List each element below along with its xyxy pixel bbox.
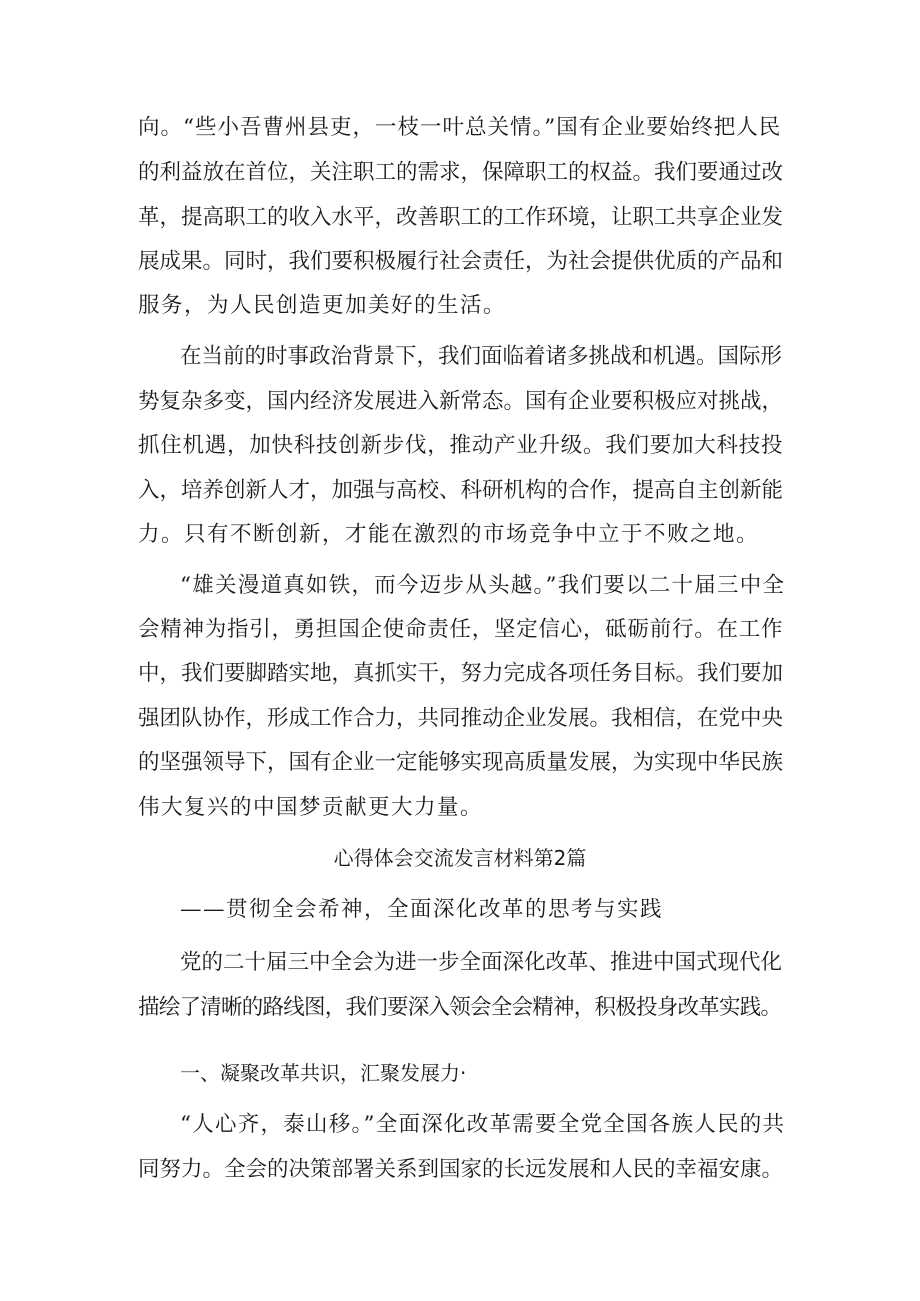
paragraph-2-line-5: 力。只有不断创新，才能在激烈的市场竞争中立于不败之地。 xyxy=(138,522,760,547)
paragraph-2-line-4: 入，培养创新人才，加强与高校、科研机构的合作，提高自主创新能 xyxy=(138,478,784,503)
section-paragraph-line-1: “人心齐，泰山移。”全面深化改革需要全党全国各族人民的共 xyxy=(180,1112,786,1137)
paragraph-3-line-4: 强团队协作，形成工作合力，共同推动企业发展。我相信，在党中央 xyxy=(138,706,784,731)
paragraph-1-line-2: 的利益放在首位，关注职工的需求，保障职工的权益。我们要通过改 xyxy=(138,160,784,185)
article-title: 心得体会交流发言材料第2篇 xyxy=(333,846,587,870)
paragraph-3-line-2: 会精神为指引，勇担国企使命责任，坚定信心，砥砺前行。在工作 xyxy=(138,617,784,642)
section-paragraph-line-2: 同努力。全会的决策部署关系到国家的长远发展和人民的幸福安康。 xyxy=(138,1157,784,1182)
paragraph-2-line-2: 势复杂多变，国内经济发展进入新常态。国有企业要积极应对挑战， xyxy=(138,389,784,414)
paragraph-1-line-1: 向。“些小吾曹州县吏，一枝一叶总关情。”国有企业要始终把人民 xyxy=(138,115,782,140)
paragraph-1-line-5: 服务，为人民创造更加美好的生活。 xyxy=(138,293,507,318)
paragraph-2-line-3: 抓住机遇，加快科技创新步伐，推动产业升级。我们要加大科技投 xyxy=(138,433,784,458)
paragraph-2-line-1: 在当前的时事政治背景下，我们面临着诸多挑战和机遇。国际形 xyxy=(180,344,783,369)
paragraph-3-line-1: “雄关漫道真如铁，而今迈步从头越。”我们要以二十届三中全 xyxy=(180,573,786,598)
intro-line-1: 党的二十届三中全会为进一步全面深化改革、推进中国式现代化 xyxy=(180,950,783,975)
intro-line-2: 描绘了清晰的路线图，我们要深入领会全会精神，积极投身改革实践。 xyxy=(138,995,782,1020)
paragraph-1-line-3: 革，提高职工的收入水平，改善职工的工作环境，让职工共享企业发 xyxy=(138,205,784,230)
paragraph-3-line-5: 的坚强领导下，国有企业一定能够实现高质量发展，为实现中华民族 xyxy=(138,750,784,775)
paragraph-3-line-6: 伟大复兴的中国梦贡献更大力量。 xyxy=(138,795,484,820)
section-heading: 一、凝聚改革共识，汇聚发展力· xyxy=(180,1061,467,1085)
paragraph-1-line-4: 展成果。同时，我们要积极履行社会责任，为社会提供优质的产品和 xyxy=(138,249,784,274)
article-subtitle: ——贯彻全会希神，全面深化改革的思考与实践 xyxy=(180,897,664,922)
paragraph-3-line-3: 中，我们要脚踏实地，真抓实干，努力完成各项任务目标。我们要加 xyxy=(138,661,784,686)
